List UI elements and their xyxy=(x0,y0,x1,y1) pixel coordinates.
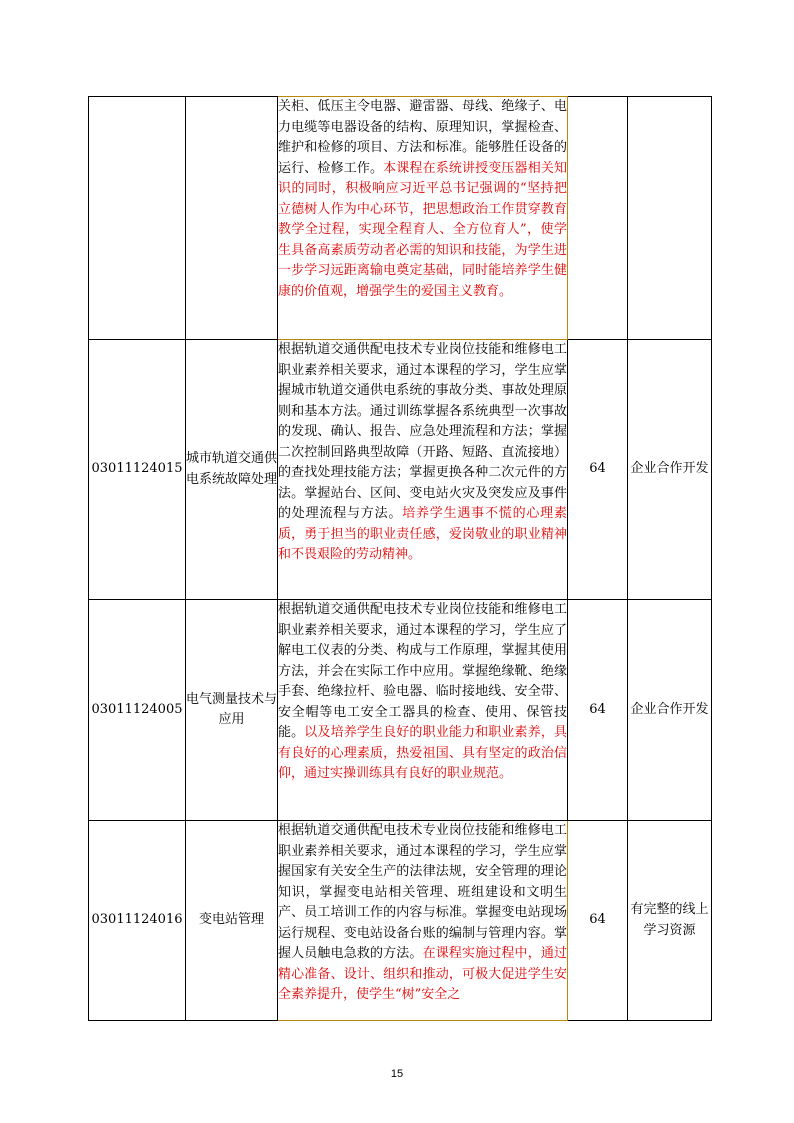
course-note: 企业合作开发 xyxy=(628,600,712,821)
course-description xyxy=(278,600,568,821)
description-ideology-text: 本课程在系统讲授变压器相关知识的同时，积极响应习近平总书记强调的“坚持把立德树人作为中心环节，把思想政治工作贯穿教育教学全过程，实现全程育人、全方位育人”，使学生具备高素质劳动者必需的知识和技能，为学生进一步学习远距离输电奠定基础，同时能培养学生健康的价值观，增强学生的爱国主义教育。 xyxy=(278,160,567,299)
course-description xyxy=(278,97,568,340)
course-name: 电气测量技术与应用 xyxy=(186,600,278,821)
course-code: 03011124016 xyxy=(89,821,186,1021)
table-row xyxy=(89,821,712,1021)
description-ideology-text: 培养学生遇事不慌的心理素质，勇于担当的职业责任感，爱岗敬业的职业精神和不畏艰险的劳动精神。 xyxy=(278,506,567,562)
description-text: 根据轨道交通供配电技术专业岗位技能和维修电工职业素养相关要求，通过本课程的学习，学生应掌握城市轨道交通供电系统的事故分类、事故处理原则和基本方法。通过训练掌握各系统典型一次事故的发现、确认、报告、应急处理流程和方法；掌握二次控制回路典型故障（开路、短路、直流接地）的查找处理技能方法；掌握更换各种二次元件的方法。掌握站台、区间、变电站火灾及突发应及事件的处理流程与方法。 xyxy=(278,342,567,521)
course-hours: 64 xyxy=(568,340,628,600)
course-name: 城市轨道交通供电系统故障处理 xyxy=(186,340,278,600)
course-name xyxy=(186,97,278,340)
course-hours xyxy=(568,97,628,340)
course-description xyxy=(278,340,568,600)
course-note: 企业合作开发 xyxy=(628,340,712,600)
course-note: 有完整的线上学习资源 xyxy=(628,821,712,1021)
description-text: 根据轨道交通供配电技术专业岗位技能和维修电工职业素养相关要求，通过本课程的学习，学生应掌握国家有关安全生产的法律法规，安全管理的理论知识，掌握变电站相关管理、班组建设和文明生产、员工培训工作的内容与标准。掌握变电站现场运行规程、变电站设备台账的编制与管理内容。掌握人员触电急救的方法。 xyxy=(278,823,567,961)
course-note xyxy=(628,97,712,340)
course-name: 变电站管理 xyxy=(186,821,278,1021)
course-hours: 64 xyxy=(568,821,628,1021)
table-row xyxy=(89,600,712,821)
course-code: 03011124015 xyxy=(89,340,186,600)
page-number: 15 xyxy=(390,1068,404,1080)
course-description xyxy=(278,821,568,1021)
course-code xyxy=(89,97,186,340)
description-ideology-text: 以及培养学生良好的职业能力和职业素养，具有良好的心理素质，热爱祖国、具有坚定的政治信仰，通过实操训练具有良好的职业规范。 xyxy=(278,725,567,781)
table-row xyxy=(89,340,712,600)
description-ideology-text: 在课程实施过程中，通过精心准备、设计、组织和推动，可极大促进学生安全素养提升，使学生“树”安全之 xyxy=(278,946,567,1002)
description-text: 根据轨道交通供配电技术专业岗位技能和维修电工职业素养相关要求，通过本课程的学习，学生应了解电工仪表的分类、构成与工作原理，掌握其使用方法，并会在实际工作中应用。掌握绝缘靴、绝缘手套、绝缘拉杆、验电器、临时接地线、安全带、安全帽等电工安全工器具的检查、使用、保管技能。 xyxy=(278,602,567,740)
curriculum-table xyxy=(88,96,712,1021)
course-code: 03011124005 xyxy=(89,600,186,821)
course-hours: 64 xyxy=(568,600,628,821)
table-row xyxy=(89,97,712,340)
description-text: 关柜、低压主令电器、避雷器、母线、绝缘子、电力电缆等电器设备的结构、原理知识，掌握检查、维护和检修的项目、方法和标准。能够胜任设备的运行、检修工作。 xyxy=(278,99,567,176)
